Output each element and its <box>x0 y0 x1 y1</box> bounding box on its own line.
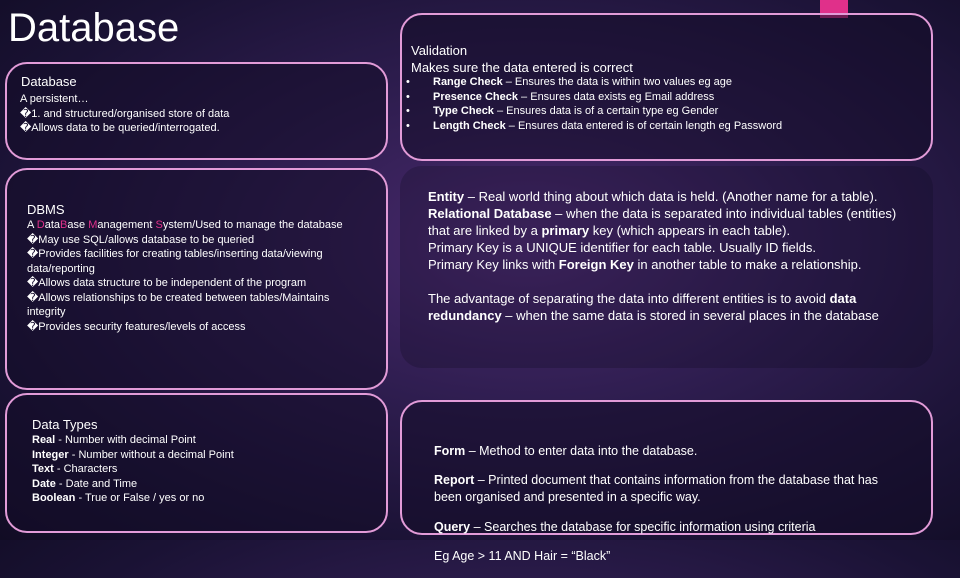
validation-text: – Ensures data entered is of certain length eg Password <box>505 119 783 132</box>
validation-term: Presence Check <box>433 90 518 103</box>
primary-key-line: Primary Key is a UNIQUE identifier for each table. Usually ID fields. <box>428 240 816 255</box>
query-line: Query – Searches the database for specific information using criteria <box>434 519 816 534</box>
redundancy-paragraph: The advantage of separating the data into different entities is to avoid data redundancy – when the same data is stored in several places in the database <box>428 291 879 323</box>
query-example: Eg Age > 11 AND Hair = “Black” <box>434 549 611 563</box>
foreign-key-line: Primary Key links with Foreign Key in another table to make a relationship. <box>428 257 862 272</box>
validation-term: Type Check <box>433 105 494 117</box>
dbms-body <box>27 218 362 334</box>
form-line: Form – Method to enter data into the database. <box>434 443 698 458</box>
data-types-list <box>32 433 372 506</box>
database-line: A persistent… <box>20 93 89 105</box>
dbms-intro: A DataBase Management System/Used to manage the database <box>27 219 343 231</box>
page-title: Database <box>8 6 180 50</box>
relational-paragraph: Relational Database – when the data is separated into individual tables (entities) that are linked by a primary key (which appears in each table). <box>428 206 897 238</box>
entity-text-block <box>428 188 910 324</box>
database-line: �Allows data to be queried/interrogated. <box>20 122 220 134</box>
validation-text: – Ensures data exists eg Email address <box>518 90 715 103</box>
dbms-heading: DBMS <box>27 202 65 217</box>
data-type-item: Integer - Number without a decimal Point <box>32 448 234 461</box>
validation-heading <box>411 42 633 76</box>
validation-item <box>406 75 926 90</box>
form-report-query-text <box>434 430 904 578</box>
database-definition <box>20 92 380 136</box>
data-type-item: Text - Characters <box>32 463 118 475</box>
database-heading: Database <box>21 74 77 89</box>
validation-item <box>406 119 926 134</box>
data-type-item: Date - Date and Time <box>32 477 138 490</box>
validation-subtitle: Makes sure the data entered is correct <box>411 60 633 75</box>
validation-list <box>406 75 926 133</box>
validation-term: Range Check <box>433 76 503 88</box>
validation-title: Validation <box>411 43 468 58</box>
dbms-line: �Allows relationships to be created between tables/Maintains integrity <box>27 291 330 318</box>
report-line: Report – Printed document that contains information from the database that has been organised and presented in a specific way. <box>434 473 878 504</box>
data-type-item: Boolean - True or False / yes or no <box>32 492 205 504</box>
validation-text: – Ensures data is of a certain type eg Gender <box>493 105 719 117</box>
entity-paragraph: Entity – Real world thing about which data is held. (Another name for a table). <box>428 189 878 204</box>
validation-term: Length Check <box>433 119 506 132</box>
database-line: �1. and structured/organised store of data <box>20 107 230 120</box>
dbms-line: �Provides facilities for creating tables/inserting data/viewing data/reporting <box>27 248 323 275</box>
dbms-line: �Provides security features/levels of access <box>27 320 246 333</box>
validation-item <box>406 104 926 119</box>
validation-text: – Ensures the data is within two values eg age <box>502 76 733 88</box>
data-type-item: Real - Number with decimal Point <box>32 434 196 446</box>
dbms-line: �May use SQL/allows database to be queried <box>27 233 255 246</box>
data-types-heading: Data Types <box>32 417 98 432</box>
dbms-line: �Allows data structure to be independent of the program <box>27 277 307 289</box>
validation-item <box>406 90 926 105</box>
